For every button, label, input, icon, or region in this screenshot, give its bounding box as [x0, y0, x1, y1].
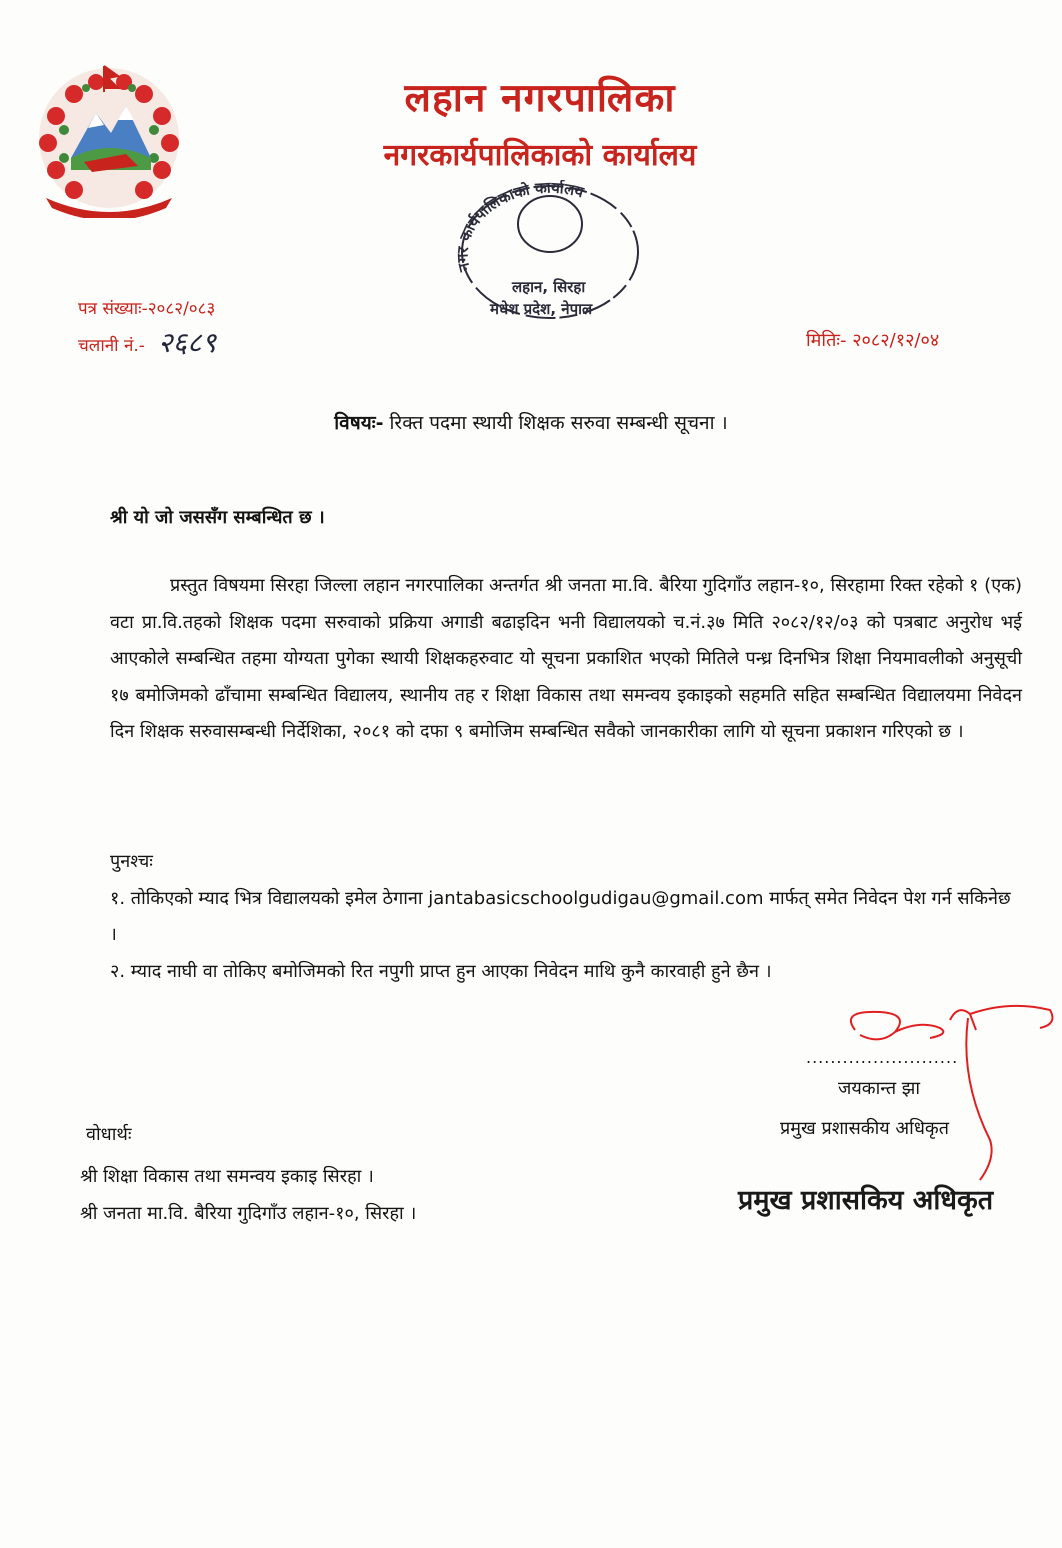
signature-dots: .........................	[806, 1048, 959, 1067]
signer-title: प्रमुख प्रशासकीय अधिकृत	[780, 1118, 949, 1139]
chalani-number-handwritten: २६८९	[158, 326, 217, 359]
office-subtitle: नगरकार्यपालिकाको कार्यालय	[383, 138, 697, 173]
subject-text: रिक्त पदमा स्थायी शिक्षक सरुवा सम्बन्धी सूचना ।	[383, 412, 728, 434]
salutation: श्री यो जो जससँग सम्बन्धित छ ।	[110, 507, 325, 528]
office-stamp	[450, 180, 650, 330]
postscript-heading: पुनश्चः	[110, 851, 153, 872]
letter-date: मितिः- २०८२/१२/०४	[806, 330, 940, 351]
subject-label: विषयः-	[334, 412, 384, 434]
letter-number: पत्र संख्याः-२०८२/०८३	[78, 299, 216, 319]
postscript-item-1: १. तोकिएको म्याद भित्र विद्यालयको इमेल ठेगाना jantabasicschoolgudigau@gmail.com मार्फत् समेत निवेदन पेश गर्न सकिनेछ ।	[110, 887, 1011, 946]
stamp-ring-text: नगर कार्यपालिकाको कार्यालय	[453, 180, 586, 274]
government-emblem-icon	[26, 58, 192, 218]
subject-line	[0, 409, 1062, 435]
postscript	[110, 844, 1022, 990]
chalani-label: चलानी नं.-	[78, 336, 145, 356]
stamp-line-2: मधेश प्रदेश, नेपाल	[490, 300, 593, 318]
office-name: लहान नगरपालिका	[404, 76, 676, 121]
cc-item: श्री शिक्षा विकास तथा समन्वय इकाइ सिरहा ।	[80, 1166, 374, 1187]
signer-name: जयकान्त झा	[838, 1078, 921, 1099]
postscript-item-2: २. म्याद नाघी वा तोकिए बमोजिमको रित नपुगी प्राप्त हुन आएका निवेदन माथि कुनै कारवाही हुने छैन ।	[110, 960, 772, 982]
cc-item: श्री जनता मा.वि. बैरिया गुदिगाँउ लहान-१०, सिरहा ।	[80, 1203, 417, 1224]
cc-list	[80, 1158, 416, 1232]
body-paragraph-container	[110, 568, 1022, 751]
body-paragraph: प्रस्तुत विषयमा सिरहा जिल्ला लहान नगरपालिका अन्तर्गत श्री जनता मा.वि. बैरिया गुदिगाँउ लहान-१०, सिरहामा रिक्त रहेको १ (एक) वटा प्रा.वि.तहको शिक्षक पदमा सरुवाको प्रक्रिया अगाडी बढाइदिन भनी विद्यालयको च.नं.३७ मिति २०८२/१२/०३ को पत्रबाट अनुरोध भई आएकोले सम्बन्धित तहमा योग्यता पुगेका स्थायी शिक्षकहरुवाट यो सूचना प्रकाशित भएको मितिले पन्ध्र दिनभित्र शिक्षा नियमावलीको अनुसूची १७ बमोजिमको ढाँचामा सम्बन्धित विद्यालय, स्थानीय तह र शिक्षा विकास तथा समन्वय इकाइको सहमति सहित सम्बन्धित विद्यालयमा निवेदन दिन शिक्षक सरुवासम्बन्धी निर्देशिका, २०८१ को दफा ९ बमोजिम सम्बन्धित सवैको जानकारीका लागि यो सूचना प्रकाशन गरिएको छ ।	[110, 575, 1022, 743]
signer-seal-stamp: प्रमुख प्रशासकिय अधिकृत	[738, 1185, 994, 1216]
cc-heading: वोधार्थः	[86, 1124, 132, 1145]
stamp-line-1: लहान, सिरहा	[512, 278, 586, 296]
